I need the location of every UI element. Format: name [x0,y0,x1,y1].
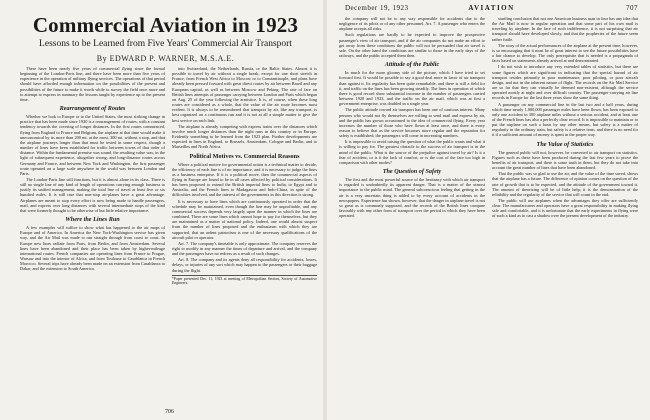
paragraph: Art. 8. The company and its agents deny all responsibility for accidents, losses, delays, or injuries of any sort which may happen to the passengers or their baggage during the flight. [172,257,317,273]
paragraph: It is impossible to avoid raising the question of what the public wants and what it is willing to pay for. The greatest obstacle to the success of air transport is in the mind of the public. What is the source of the prejudice against travel by air? Is it a fear of accident, or is it the lack of comfort, or is the cost of the fare too high in comparison with other modes? [339,139,485,165]
paragraph: Such regulations are hardly to be expected to improve the prospective passenger's view of air transport, and if the air companies do not make an effort to get away from these conditions the public will not be persuaded that air travel is safe. On the other hand the conditions are similar to those in the early days of the railways, and the public accepted them then. [339,32,485,59]
running-header [345,4,638,14]
article-subtitle: Lessons to be Learned from Five Years' Commercial Air Transport [39,39,292,49]
left-column-1 [20,66,165,406]
paragraph: the company will not be to any way responsible for accidents due to the negligence of its pilots or of any other personnel. Art. 7. A passenger who enters the airplane accepts all risks. [339,16,485,32]
section-heading: The Value of Statistics [536,140,594,148]
paragraph: into Switzerland, the Netherlands, Russia, or the Baltic States. Almost it is possible to travel by air without a single break, except for one short stretch in France, from French West Africa to Moscow or to Constantinople, and plans have already been pressed forward with great direct routes by air between Brazil and any European capital, as well as between Moscow and Peking. The rate of fare on British lines attempts of passenger carrying between London and Paris which began on Aug. 25 of the year following the armistice. It is, of course, when these long routes are considered as a whole, that the value of the air route becomes most evident. It is always to be remembered that transport by air, like any transport, is best organized on a continuous run and it is not at all a simple matter to give the best service on each link. [172,66,317,123]
paragraph: The first and the most powerful source of the hesitancy with which air transport is regarded is undoubtedly its apparent danger. That is a matter of the utmost importance to the public mind. The general subconscious feeling that getting in the air is a very uncertain thing is added to by every account of accidents in the newspapers. Experience has shown, however, that the danger in airplane travel is not so great as is commonly supposed, and the records of the British lines compare favorably with any other form of transport over the period in which they have been operated. [339,177,485,219]
right-column-1 [339,16,485,414]
right-page [325,0,650,420]
paragraph: Whether we look to Europe or to the United States, the most striking change in practice that has been made since 1920 is a rearrangement of routes, with a constant tendency towards the covering of longer distances. In the first routes commenced, flying from England to France and Belgium, the airplane at that time would make it uneconomical by its more than 200 mi. at the most, 300 mi. without a stop, and that the airplane journeys longer than that must be tested in some respect, though a number of lines have been established for traffic between towns of that order of distance. Within the fundamental premise was sound, the resulting value was, in the light of subsequent experience, altogether wrong, and long-distance routes across Germany and France, and between New York and Washington, the first passenger route operated on a large scale anywhere in the world was between London and Paris. [20,114,165,176]
paragraph: In much for the more gloomy side of the picture, which I have tried to set forward first. It would be possible to say a good deal more in favor of air transport than against it. Its regularity has been quite remarkable, and there is still a field for it, and traffic on the lines has been growing steadily. The lines in operation of which there is good record show substantial increase in the number of passengers carried between 1920 and 1923, and the traffic on the air mail, which was at first a government enterprise, was doubled in a single year. [339,70,485,107]
paragraph: I do not wish to introduce any very extended tables of statistics, but there are some figures which are significant in indicating that the special hazard of air transport resides primarily in poor maintenance, poor piloting, or poor aircraft design, and not in the inherent nature of flight. The records on the Air Mail Service are so far that they can virtually be deemed non-existent, although the service operated mostly at night and over difficult country. The passenger-carrying air line records in Europe for the last three years show the same thing. [492,64,638,101]
section-heading: Attitude of the Public [384,61,440,69]
paragraph: That the public was so glad to use the air, and the value of the time saved, shows that the airplane has a future. The difference of opinion comes on the question of the rate of growth that is to be expected, and the attitude of the government toward it. The amount of theorizing will be of little help; it is the demonstration of the reliability and the regularity of the service that will count in the end. [492,171,638,197]
page-number: 707 [626,4,638,12]
issue-date: December 19, 1923 [345,4,409,12]
section-heading: Rearrangement of Routes [59,105,126,113]
paragraph: Where a political motive for governmental action is a technical matter to decide, the efficiency of each line is of no importance, and it is necessary to judge the lines as a business enterprise. If it is a political move, then the commercial aspects of flying in Europe are found to be in all cases affected by political considerations. It has been proposed to extend the British imperial lines to India, to Egypt and to Australia, and the French lines to Madagascar and Indo-China, in spite of the difficulties involved, and the interest of the governments in this direction is strong. [172,161,317,198]
article-byline: By EDWARD P. WARNER, M.S.A.E. [96,54,235,63]
paragraph: The story of the actual performances of the airplane at the present time, however, is so encouraging that it must be of great interest to see the future possibilities have a fair chance to develop. The only prerequisite that is needed is a propaganda of facts based on statements already arrived at and demonstrated. [492,42,638,64]
paragraph: The London-Paris line still functions, but it is almost alone in its class. There is still no single line of any kind of length of operations carrying enough business to justify its unified management, making the total line of travel at least five or six hundred miles. It is still true that non-stop air-planes have a great advantage. Airplanes are meant to stop every effort is now being made to handle passengers, mail, and express over long distances with several intermediate stops of the kind that were formerly thought to be otherwise of but little relative importance. [20,176,165,213]
paragraph: The general public will not, however, be converted to air transport on statistics. Figures such as these have been produced during the last few years to prove the benefits of air transport, and there is some truth in them, but they do not take into account the great number of lines that have been abandoned. [492,149,638,171]
section-heading: Political Motives vs. Commercial Reasons [189,152,300,160]
paragraph: A few examples will suffice to show what has happened to the air maps of Europe and of America. In America the New York-Washington service has given way, and the Air Mail was made to run straight through from coast to coast. In Europe new lines radiate from Paris, from Berlin, and from Amsterdam. Several lines have been abandoned and their place has been taken by higher-mileage international routes. French companies are operating lines from France to Prague, Warsaw and into the interior of Africa, and from Toulouse to Casablanca in French Morocco. Several trips have already been made on an extension from Casablanca to Dakar, and the extension to South America. [20,225,165,272]
paragraph: There have been nearly five years of commercial flying since the formal beginning of the London-Paris line, and there have been more than five years of experience in the operation of military flying services. The operations of that period should have afforded enough information on the possibilities of the present and possibilities of the future to make it worth while to survey the field once more and to attempt to express in summary the lessons taught by experience up to the present time. [20,66,165,102]
paragraph: The public attitude toward air transport has been one of cautious interest. Many persons who would not fly themselves are willing to send mail and express by air, and the public has grown accustomed to the idea of commercial flying. Every year increases the number of those who have flown at least once, and there is every reason to believe that as the service becomes more regular and the reputation for safety is established, the passengers will come in increasing numbers. [339,107,485,139]
magazine-name: AVIATION [468,4,515,12]
paragraph: startling conclusion that not one American business man in four has any idea that the Air Mail is now in regular operation and that some part of his own mail is traveling by airplane. In the face of such indifference, it is not surprising that air transport should have developed slowly, and that the prophecies of the future seem rather futile. [492,16,638,42]
paragraph: The airplane is already competing with express trains over the distances which involve much longer distances than the night runs in this country or in Europe. Evidently something to be learned from the 1923 plan. Further developments are expected in lines in England, to Brussels, Amsterdam, Cologne and Berlin, and to Marseilles and North Africa. [172,123,317,150]
paragraph: It is necessary to have lines which are continuously operated in order that the schedule may be maintained, even though the line may be unprofitable, and any commercial success depends very largely upon the manner in which the lines are combined. There are some lines which cannot hope to pay for themselves, but they are maintained as a matter of national policy. Indeed, one would almost suspect from the number of lines proposed and the enthusiasm with which they are supported, that an ardent patriotism is one of the necessary qualifications of the aircraft pilot or operator. [172,198,317,240]
right-column-2 [492,16,638,414]
section-heading: Where the Lines Run [65,216,120,224]
section-heading: The Question of Safety [382,168,442,176]
paragraph: Art. 7. The company's timetable is only approximate. The company reserves the right to modify in any manner the times of departure and arrival, and the company and the passengers have no redress as a result of such changes. [172,240,317,257]
footnote: *Paper presented Dec. 11, 1923 at meeting of Metropolitan Section, Society of Automotive Engineers. [172,276,317,286]
page-number: 706 [165,409,174,415]
article-title: Commercial Aviation in 1923 [32,13,299,37]
left-column-2 [172,66,317,406]
paragraph: The public will use airplanes when the advantages they offer are sufficiently clear. The manufacturers and operators have a great responsibility in making flying safe and comfortable, and it is unfortunate that the early experiments in flying were of such a kind as to cast a shadow over the present development of the industry. [492,198,638,219]
paragraph: A passenger on any commercial line in the last two and a half years, during which time nearly 1,000,000 passenger miles have been flown, has been exposed to only one accident in 300 airplane miles without a serious accident, and at least one of the French lines has also a perfectly clear record. It is impossible to maintain or to put the airplane on such a basis by any other means, but safety is a matter of regularity in the ordinary train, but safety is a relative term, and there is no need for it if a sufficient amount of money is spent in the proper way. [492,101,638,138]
